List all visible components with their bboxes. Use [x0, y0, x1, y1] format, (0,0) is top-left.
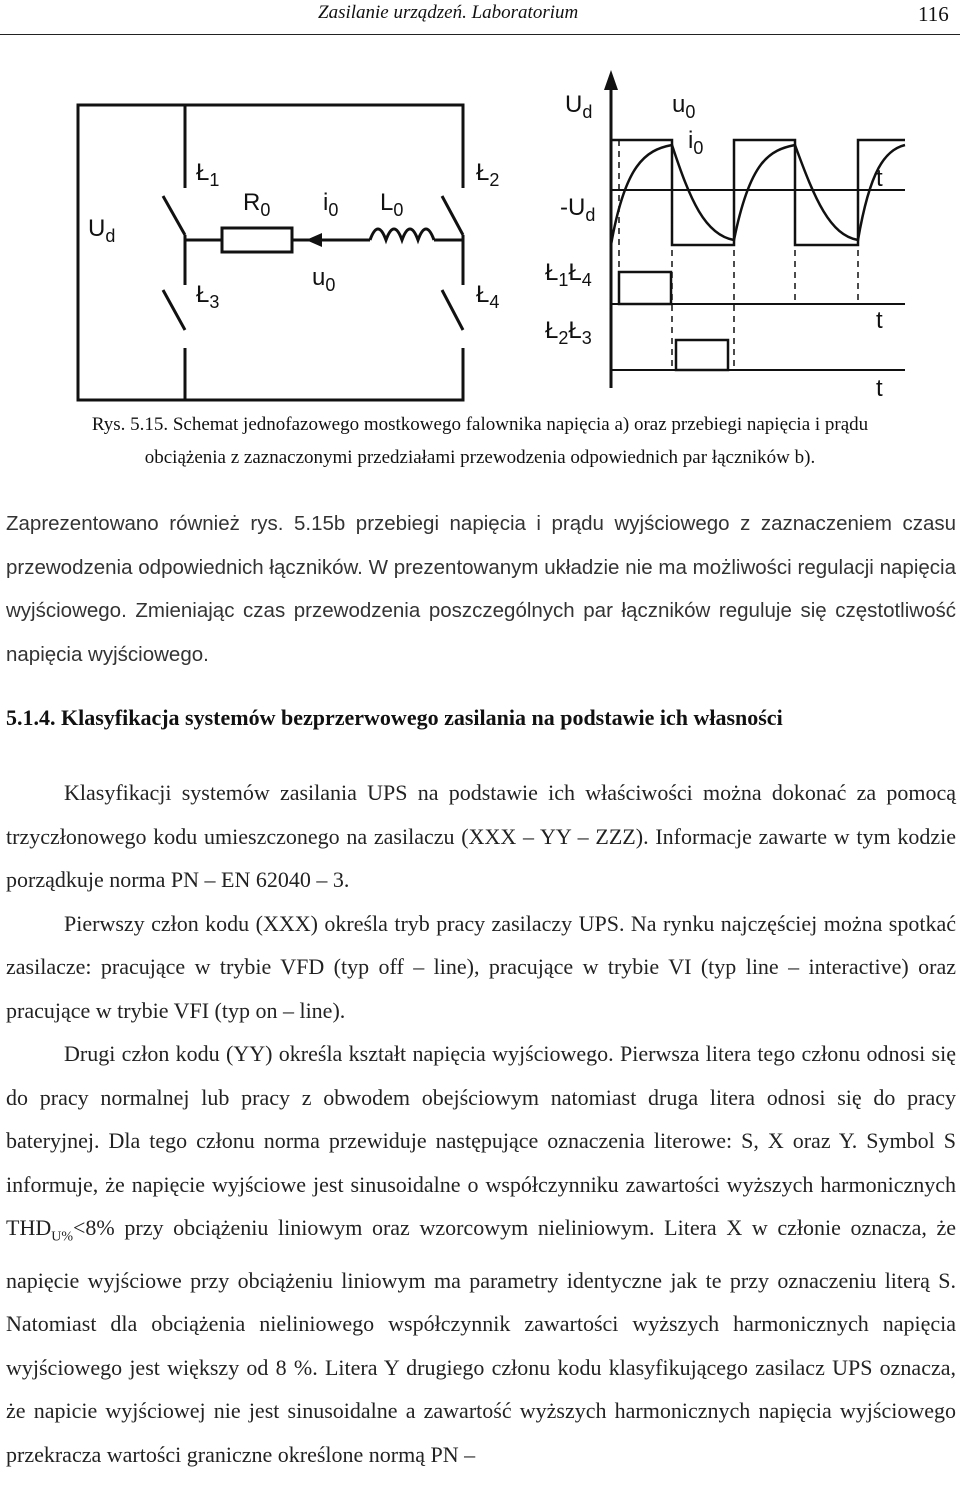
label-pair-l1l4: $Ł_1Ł_4$: [545, 259, 592, 290]
top-rail: [78, 105, 463, 188]
inductor-l0: [370, 229, 434, 240]
label-u0: $u_0$: [312, 264, 336, 295]
label-r0: $R_0$: [243, 189, 271, 220]
paragraph-3-start: Drugi człon kodu (YY) określa kształt napięcia wyjściowego. Pierwsza litera tego członu odnosi się do pracy normalnej lub pracy z obwodem obejściowym natomiast druga litera odnosi się do pracy bateryjnej. Dla tego członu norma przewiduje następujące oznaczenia literowe: S, X oraz Y. Symbol S informuje, że napięcie wyjściowe jest sinusoidalne o współczynniku zawartości wyższych harmonicznych THD: [6, 1041, 956, 1240]
paragraph-3-end: <8% przy obciążeniu liniowym oraz wzorcowym nieliniowym. Litera X w członie oznacza, że napięcie wyjściowe przy obciążeniu liniowym ma parametry identyczne jak te przy oznaczeniu literą S. Natomiast dla obciążenia nieliniowego współczynnik zawartości wyższych harmonicznych napięcia wyjściowego jest większy od 8 %. Litera Y drugiego członu kodu klasyfikującego zasilacz UPS oznacza, że napicie wyjściowej nie jest sinusoidalne a zawartość wyższych harmonicznych napięcia wyjściowego przekracza wartości graniczne określone normą PN –: [6, 1215, 956, 1467]
i0-waveform: [611, 145, 905, 245]
paragraph-1: Klasyfikacji systemów zasilania UPS na podstawie ich właściwości można dokonać za pomocą trzyczłonowego kodu umieszczonego na zasilaczu (XXX – YY – ZZZ). Informacje zawarte w tym kodzie porządkuje norma PN – EN 62040 – 3.: [6, 780, 956, 892]
label-l0: $L_0$: [380, 189, 404, 220]
intro-paragraph: [6, 502, 956, 676]
label-l4: $Ł_4$: [476, 281, 500, 312]
paragraph-2: Pierwszy człon kodu (XXX) określa tryb pracy zasilaczy UPS. Na rynku najczęściej można spotkać zasilacze: pracujące w trybie VFD (typ off – line), pracujące w trybie VI (typ line – interactive) oraz pracujące w trybie VFI (typ on – line).: [6, 910, 956, 1023]
switch-l3: [163, 290, 185, 330]
current-arrow: [306, 233, 322, 247]
waveform-plot: [611, 85, 905, 388]
label-t-l1l4: t: [876, 307, 883, 334]
intro-text: Zaprezentowano również rys. 5.15b przebiegi napięcia i prądu wyjściowego z zaznaczeniem czasu przewodzenia odpowiednich łączników. W prezentowanym układzie nie ma możliwości regulacji napięcia wyjściowego. Zmieniając czas przewodzenia poszczególnych par łączników reguluje się częstotliwość napięcia wyjściowego.: [6, 512, 956, 666]
time-markers: [619, 140, 858, 370]
body-text: [6, 771, 956, 1476]
paragraph-3: [6, 1032, 956, 1476]
inverter-figure: [0, 0, 960, 405]
bottom-rail: [185, 348, 463, 400]
caption-line-1: Rys. 5.15. Schemat jednofazowego mostkowego falownika napięcia a) oraz przebiegi napięcia i prądu: [91, 414, 869, 435]
resistor-r0: [222, 228, 292, 252]
switch-l2: [442, 196, 463, 235]
bridge-schematic: [78, 105, 463, 400]
thd-subscript: U%: [51, 1229, 73, 1245]
label-wave-i0: $i_0$: [688, 127, 704, 158]
label-l2: $Ł_2$: [476, 159, 500, 190]
label-l1: $Ł_1$: [196, 159, 220, 190]
label-wave-u0: $u_0$: [672, 91, 696, 122]
switch-l1: [163, 196, 185, 235]
caption-line-2: obciążenia z zaznaczonymi przedziałami przewodzenia odpowiednich par łączników b).: [144, 447, 816, 468]
label-t-wave: t: [876, 165, 883, 192]
page-number: 116: [918, 2, 949, 26]
left-rail: [78, 105, 185, 400]
running-title: Zasilanie urządzeń. Laboratorium: [318, 2, 579, 23]
label-t-l2l3: t: [876, 375, 883, 402]
label-i0: $i_0$: [323, 189, 339, 220]
conduction-l1l4: [619, 272, 671, 304]
section-heading: 5.1.4. Klasyfikacja systemów bezprzerwowego zasilania na podstawie ich własności: [6, 705, 783, 730]
label-l3: $Ł_3$: [196, 281, 220, 312]
axis-arrow: [604, 70, 618, 90]
label-pair-l2l3: $Ł_2Ł_3$: [545, 317, 592, 348]
label-ud-negative: $-U_d$: [560, 194, 596, 225]
conduction-l2l3: [676, 340, 728, 370]
figure-caption: [0, 408, 960, 474]
switch-l4: [442, 290, 463, 330]
label-ud-positive: $U_d$: [565, 91, 593, 122]
label-ud-source: $U_d$: [88, 215, 116, 246]
